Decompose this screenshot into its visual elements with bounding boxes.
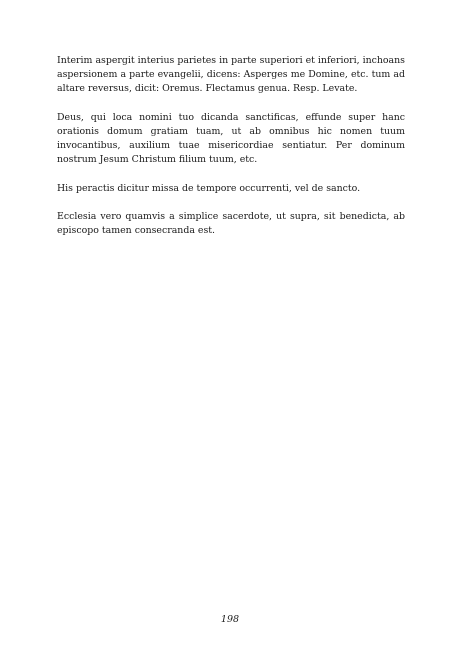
body-text — [57, 54, 405, 253]
paragraph-mass: His peractis dicitur missa de tempore occurrenti, vel de sancto. — [57, 182, 361, 194]
paragraph-consecration: Ecclesia vero quamvis a simplice sacerdote, ut supra, sit benedicta, ab episcopo tamen consecranda est. — [57, 211, 405, 237]
page-number: 198 — [220, 614, 240, 625]
paragraph-prayer: Deus, qui loca nomini tuo dicanda sanctificas, effunde super hanc orationis domum gratiam tuam, ut ab omnibus hic nomen tuum invocantibus, auxilium tuae misericordiae sentiatur. Per dominum nostrum Jesum Christum filium tuum, etc. — [57, 111, 405, 166]
paragraph-aspersion: Interim aspergit interius parietes in parte superiori et inferiori, inchoans aspersionem a parte evangelii, dicens: Asperges me Domine, etc. tum ad altare reversus, dicit: Oremus. Flectamus genua. Resp. Levate. — [57, 55, 405, 95]
